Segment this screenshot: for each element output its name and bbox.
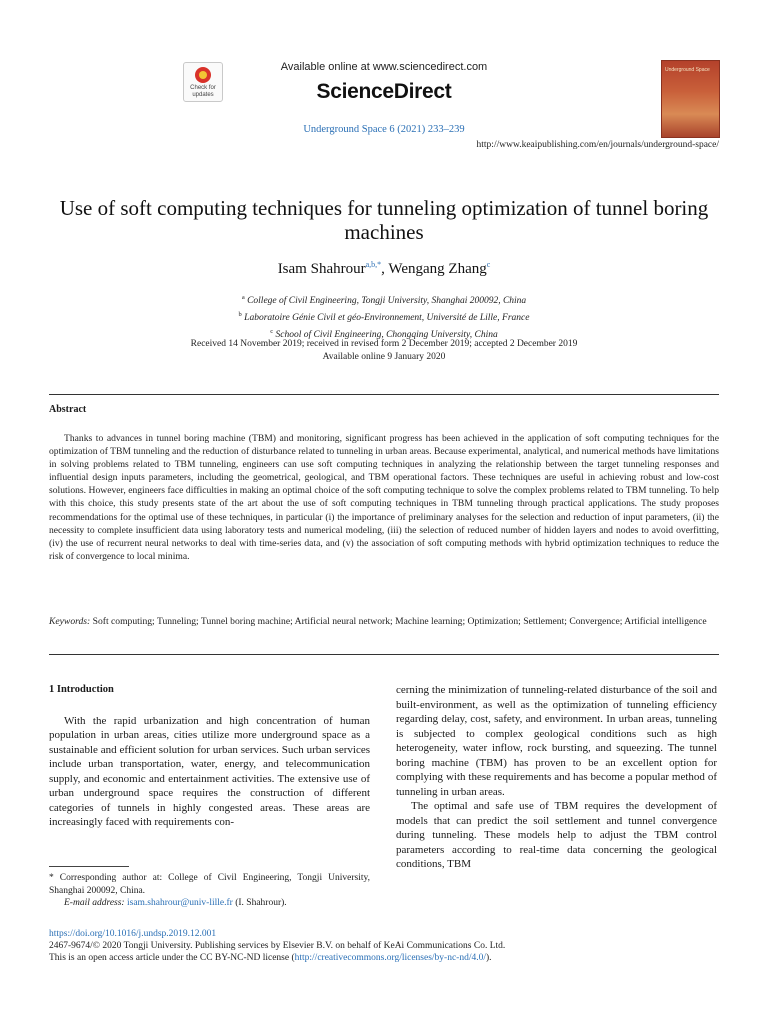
- keywords-label: Keywords:: [49, 616, 91, 627]
- license-prefix: This is an open access article under the CC BY-NC-ND license (: [49, 953, 295, 964]
- journal-url: http://www.keaipublishing.com/en/journals/underground-space/: [476, 140, 719, 150]
- author-list: [0, 260, 768, 278]
- corresponding-author-footnote: [49, 872, 370, 910]
- abstract-top-rule: [49, 394, 719, 395]
- available-online-date: Available online 9 January 2020: [322, 352, 446, 362]
- check-for-updates-label: Check for updates: [190, 85, 216, 98]
- email-suffix: (I. Shahrour).: [232, 898, 287, 908]
- affiliation-text: College of Civil Engineering, Tongji University, Shanghai 200092, China: [247, 296, 527, 307]
- author-name: Wengang Zhang: [388, 261, 487, 277]
- article-title: Use of soft computing techniques for tunneling optimization of tunnel boring machines: [59, 196, 709, 244]
- affiliation-mark: b: [238, 311, 242, 319]
- right-column: [396, 683, 717, 872]
- email-label: E-mail address:: [64, 898, 125, 908]
- affiliation-text: School of Civil Engineering, Chongqing University, China: [275, 330, 498, 341]
- author-name: Isam Shahrour: [277, 261, 366, 277]
- affiliation-text: Laboratoire Génie Civil et géo-Environnement, Université de Lille, France: [244, 313, 530, 324]
- affiliation-line: [0, 308, 768, 325]
- intro-paragraph: The optimal and safe use of TBM requires the development of models that can predict the soil settlement and tunnel convergence during tunneling. These models help to adjust the TBM control parameters according to real-time data concerning the geological conditions, TBM: [396, 800, 717, 870]
- abstract-heading: Abstract: [49, 404, 87, 415]
- email-line: [49, 897, 370, 910]
- license-link[interactable]: http://creativecommons.org/licenses/by-nc-nd/4.0/: [294, 953, 486, 964]
- article-dates: [0, 338, 768, 364]
- received-dates: Received 14 November 2019; received in revised form 2 December 2019; accepted 2 December 2019: [190, 339, 578, 349]
- email-link[interactable]: isam.shahrour@univ-lille.fr: [126, 898, 233, 908]
- page-footer: [49, 928, 729, 965]
- copyright-text: 2467-9674/© 2020 Tongji University. Publishing services by Elsevier B.V. on behalf of KeAi Communications Co. Ltd.: [49, 941, 506, 952]
- abstract-bottom-rule: [49, 654, 719, 655]
- sciencedirect-logo: ScienceDirect: [316, 80, 452, 103]
- keywords: [49, 615, 719, 628]
- license-line: [49, 952, 729, 964]
- author-separator: ,: [381, 261, 389, 277]
- corresponding-author-text: * Corresponding author at: College of Civil Engineering, Tongji University, Shanghai 200092, China.: [49, 873, 370, 896]
- author-affiliation-marks[interactable]: a,b,*: [365, 260, 382, 269]
- keywords-list: Soft computing; Tunneling; Tunnel boring machine; Artificial neural network; Machine learning; Optimization; Settlement; Convergence; Artificial intelligence: [92, 616, 707, 627]
- affiliations: [0, 291, 768, 342]
- affiliation-mark: a: [241, 294, 245, 301]
- journal-cover-title: Underground Space: [665, 67, 710, 73]
- left-column: [49, 683, 370, 830]
- footnote-rule: [49, 866, 129, 867]
- journal-reference-link[interactable]: Underground Space 6 (2021) 233–239: [303, 124, 465, 135]
- intro-paragraph: With the rapid urbanization and high concentration of human population in urban areas, cities utilize more underground space as a sustainable and efficient solution for urban services. Such urban services include urban transportation, water, energy, and telecommunication supply, and economic and entertainment activities. The extensive use of urban underground space requires the construction of different categories of tunnels in highly congested areas. These areas are increasingly faced with requirements con-: [49, 714, 370, 828]
- license-suffix: ).: [486, 953, 492, 964]
- affiliation-line: [0, 291, 768, 308]
- abstract-body: Thanks to advances in tunnel boring machine (TBM) and monitoring, significant progress has been achieved in the application of soft computing techniques for the optimization of TBM tunneling and the reduction of disturbance related to tunneling in urban areas. Because experimental, analytical, and numerical methods have limitations in solving problems related to TBM tunneling, engineers can use soft computing techniques in analyzing the relationship between the target tunneling responses and influential design inputs parameters, including the geometrical, geological, and TBM operational factors. These techniques are useful in achieving robust and low-cost solutions. However, engineers face difficulties in making an optimal choice of the soft computing technique to solve the complex problems related to TBM tunneling. To help with this choice, this study presents state of the art about the use of soft computing techniques in TBM tunneling through practical applications. The study proposes recommendations for the optimal use of these techniques, in particular (i) the importance of preliminary analyses for the selection and reduction of input parameters, (ii) the necessity to complete insufficient data using laboratory tests and numerical modeling, (iii) the selection of reduced number of hidden layers and nodes to avoid overfitting, (iv) the use of recurrent neural networks to deal with time-series data, and (v) the association of soft computing methods with hybrid optimization techniques to reduce the risk of convergence to local minima.: [49, 433, 719, 562]
- journal-cover-image: [661, 60, 720, 138]
- available-online-text: Available online at www.sciencedirect.com: [280, 61, 488, 73]
- affiliation-mark: c: [270, 328, 274, 336]
- intro-paragraph-continued: cerning the minimization of tunneling-related disturbance of the soil and built-environment, as well as the optimization of tunneling efficiency regarding delay, cost, safety, and environment. In urban areas, tunneling is subjected to complex geological conditions such as high heterogeneity, water inflow, rock bursting, and squeezing. The tunnel boring machine (TBM) has proven to be an excellent option for complying with these requirements and has become a popular method of tunneling in urban areas.: [396, 684, 717, 798]
- doi-link[interactable]: https://doi.org/10.1016/j.undsp.2019.12.001: [49, 929, 217, 939]
- author-affiliation-marks[interactable]: c: [486, 260, 491, 269]
- section-heading: 1 Introduction: [49, 684, 114, 695]
